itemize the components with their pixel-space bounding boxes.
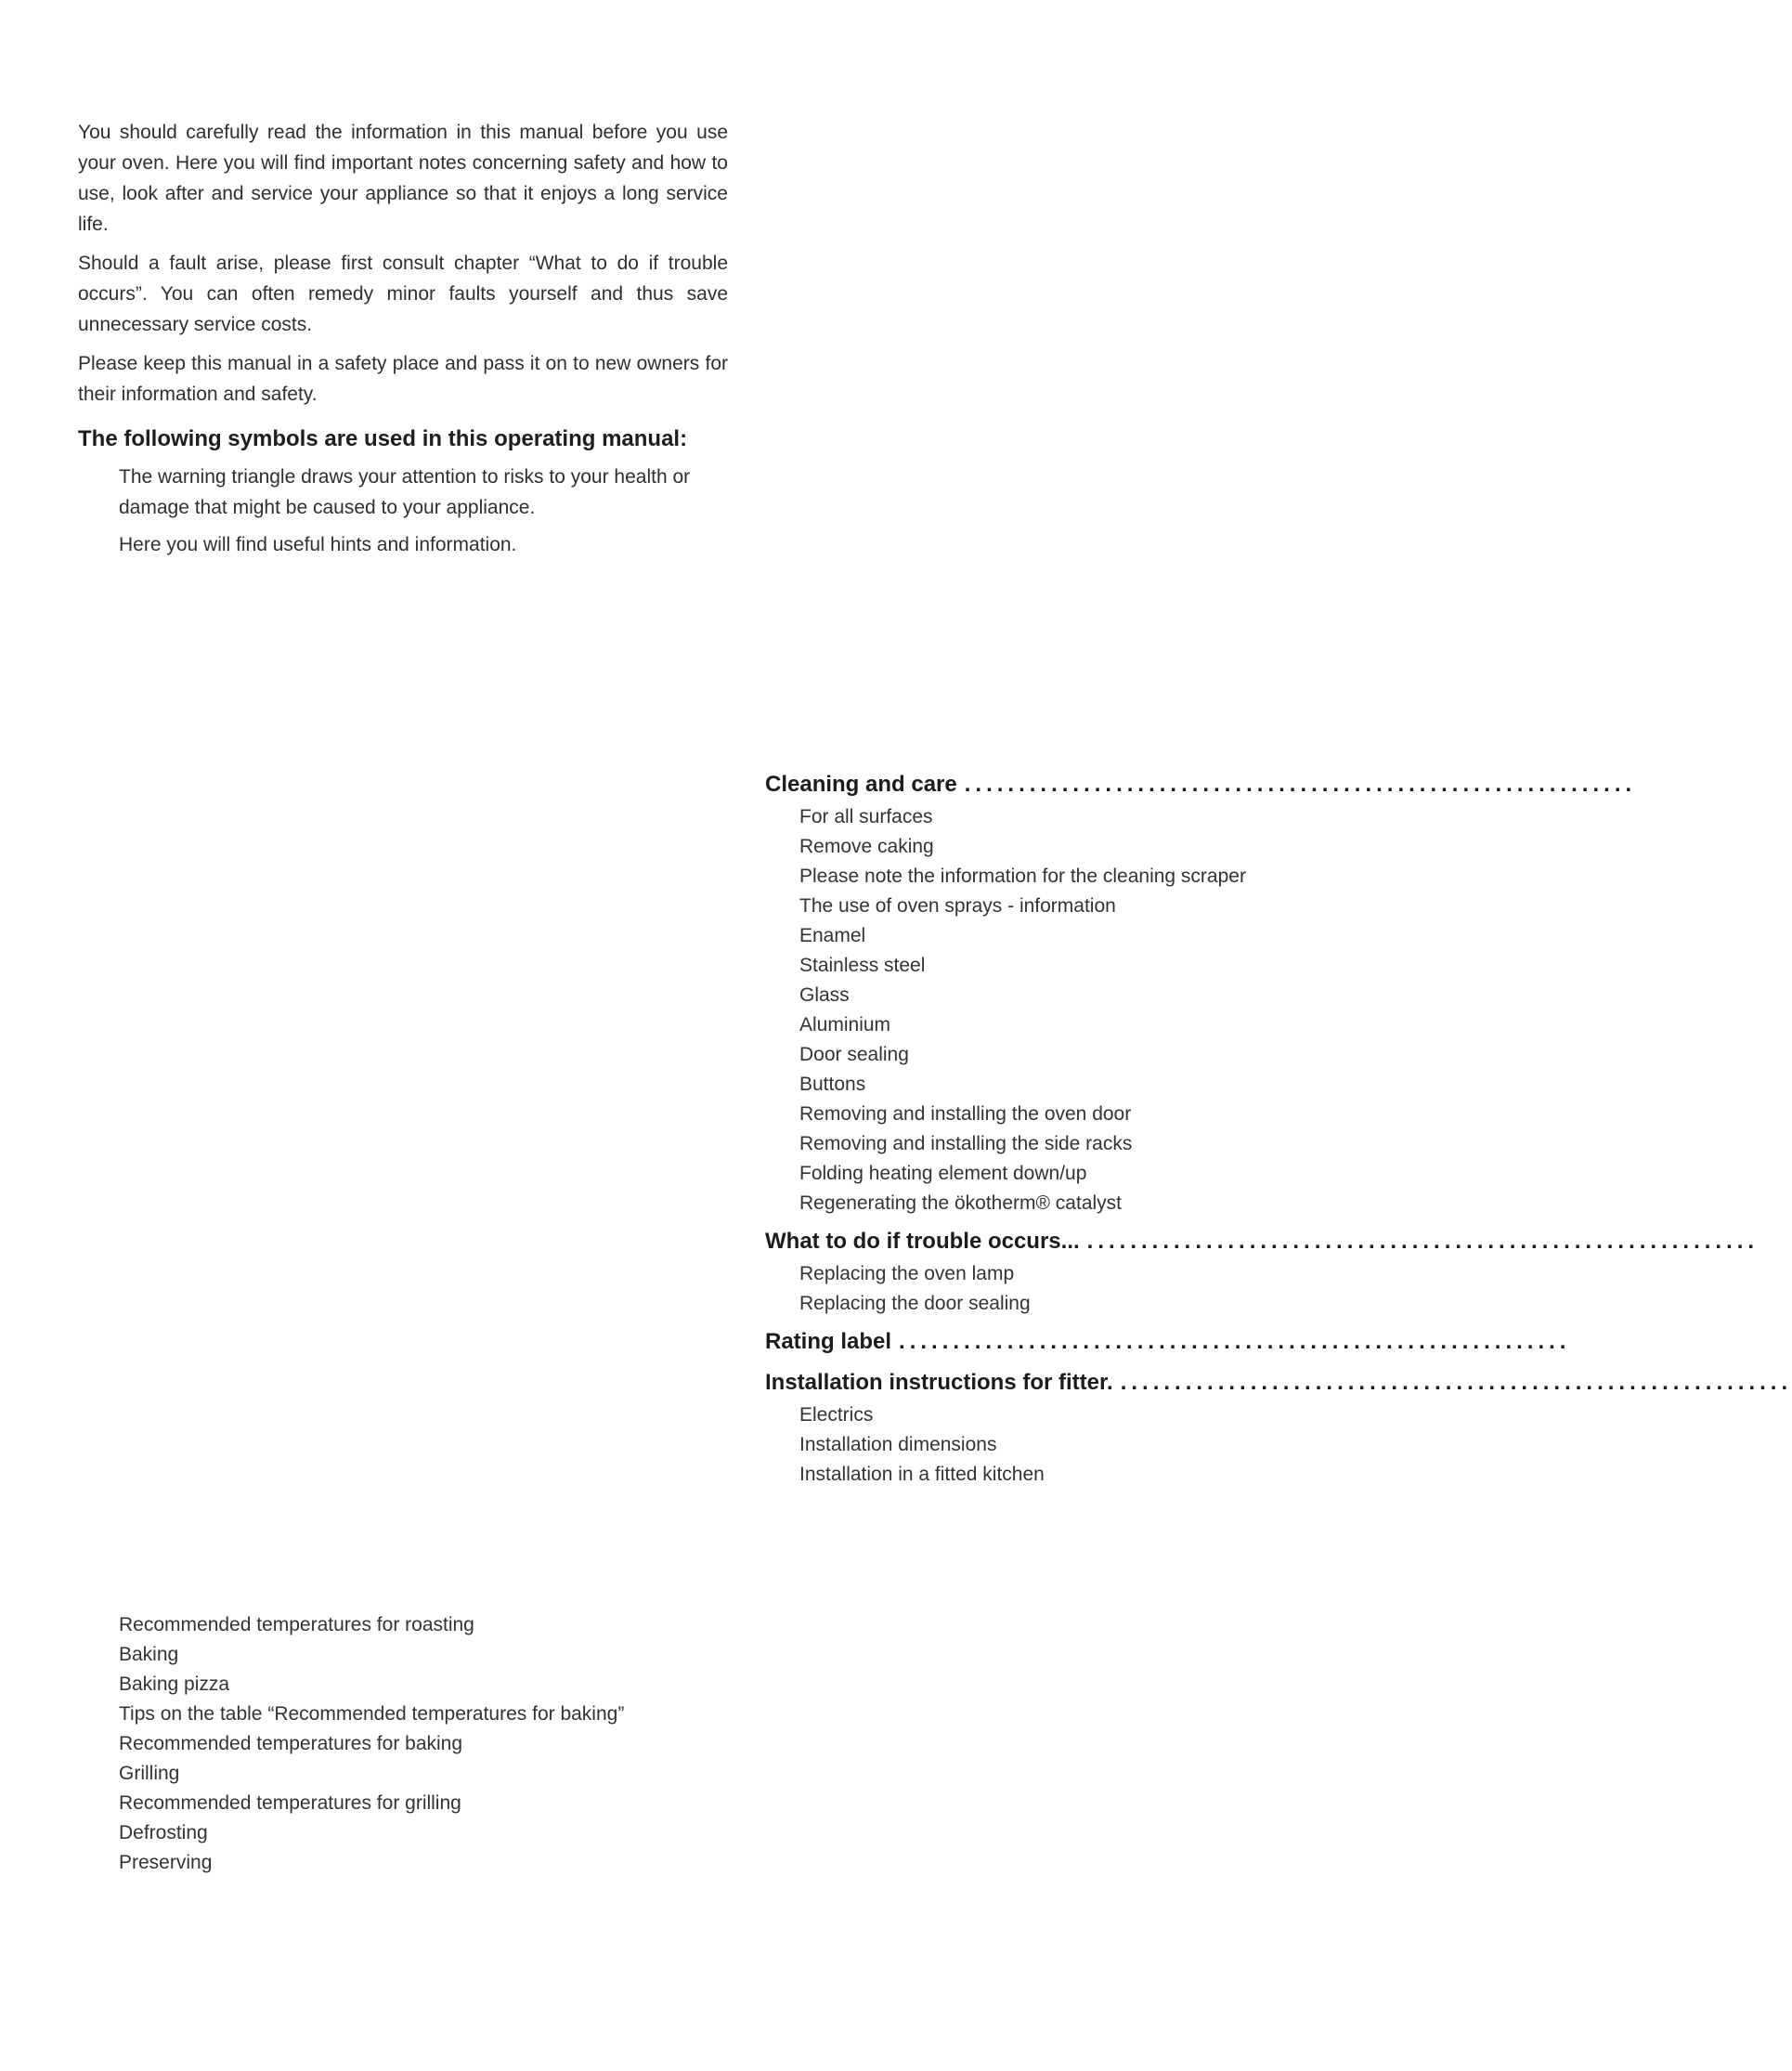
toc-item: Folding heating element down/up (799, 1163, 1087, 1184)
toc-leader-dots: .............................................................. (964, 772, 1637, 797)
toc-item: Please note the information for the cleaning scraper (799, 866, 1246, 887)
toc-leader-dots: .............................................................. (1086, 1229, 1760, 1254)
hint-symbol-text: Here you will find useful hints and information. (119, 534, 517, 555)
symbols-heading: The following symbols are used in this operating manual: (78, 426, 688, 451)
toc-heading-title: Installation instructions for fitter. (765, 1370, 1113, 1395)
toc-item: Enamel (799, 925, 866, 946)
intro-paragraph: You should carefully read the information in this manual before you use your oven. Here you will find important notes concerning safety and how to use, look after and service your appliance so that it enjoys a long service life. (78, 122, 728, 235)
toc-item: Electrics (799, 1404, 874, 1426)
toc-item: Recommended temperatures for grilling (119, 1792, 461, 1814)
toc-section-rating (765, 1324, 1571, 1360)
toc-item: Tips on the table “Recommended temperatures for baking” (119, 1703, 625, 1725)
table-of-contents-right (765, 767, 1792, 1495)
toc-item: Regenerating the ökotherm® catalyst (799, 1192, 1122, 1214)
toc-heading-title: Cleaning and care (765, 772, 957, 797)
toc-item: Replacing the oven lamp (799, 1263, 1015, 1284)
toc-item: Buttons (799, 1074, 866, 1095)
toc-item: Door sealing (799, 1044, 909, 1065)
table-of-contents-left (119, 1610, 676, 1878)
toc-item: Removing and installing the oven door (799, 1103, 1132, 1125)
toc-heading (765, 767, 1637, 802)
toc-item: Recommended temperatures for baking (119, 1733, 463, 1754)
toc-item: Installation dimensions (799, 1434, 997, 1455)
toc-heading (765, 1365, 1792, 1400)
toc-item: Remove caking (799, 836, 934, 857)
toc-item: Baking pizza (119, 1674, 230, 1695)
toc-leader-dots: .............................................................. (899, 1329, 1571, 1354)
toc-item: For all surfaces (799, 806, 933, 827)
toc-section-cleaning (765, 767, 1637, 1218)
warning-symbol-text: The warning triangle draws your attention to risks to your health or damage that might be caused to your appliance. (119, 466, 691, 518)
toc-item: Defrosting (119, 1822, 208, 1843)
toc-item: Grilling (119, 1763, 180, 1784)
toc-item: Aluminium (799, 1014, 891, 1036)
intro-section (78, 117, 728, 567)
toc-item: Removing and installing the side racks (799, 1133, 1133, 1154)
toc-section-trouble (765, 1224, 1760, 1319)
toc-item: Stainless steel (799, 955, 926, 976)
toc-item: Glass (799, 984, 850, 1006)
toc-item: Installation in a fitted kitchen (799, 1464, 1045, 1485)
toc-heading-title: Rating label (765, 1329, 892, 1354)
toc-heading (765, 1324, 1571, 1360)
intro-paragraph: Should a fault arise, please first consult chapter “What to do if trouble occurs”. You can often remedy minor faults yourself and thus save unnecessary service costs. (78, 253, 728, 335)
toc-item: Baking (119, 1644, 179, 1665)
intro-paragraph: Please keep this manual in a safety place and pass it on to new owners for their information and safety. (78, 353, 728, 405)
toc-heading-title: What to do if trouble occurs... (765, 1229, 1080, 1254)
toc-heading (765, 1224, 1760, 1259)
toc-leader-dots: .............................................................. (1120, 1370, 1792, 1395)
toc-item: Preserving (119, 1852, 213, 1873)
toc-item: Recommended temperatures for roasting (119, 1614, 474, 1635)
toc-section-installation (765, 1365, 1792, 1490)
toc-item: Replacing the door sealing (799, 1293, 1031, 1314)
toc-item: The use of oven sprays - information (799, 895, 1116, 917)
